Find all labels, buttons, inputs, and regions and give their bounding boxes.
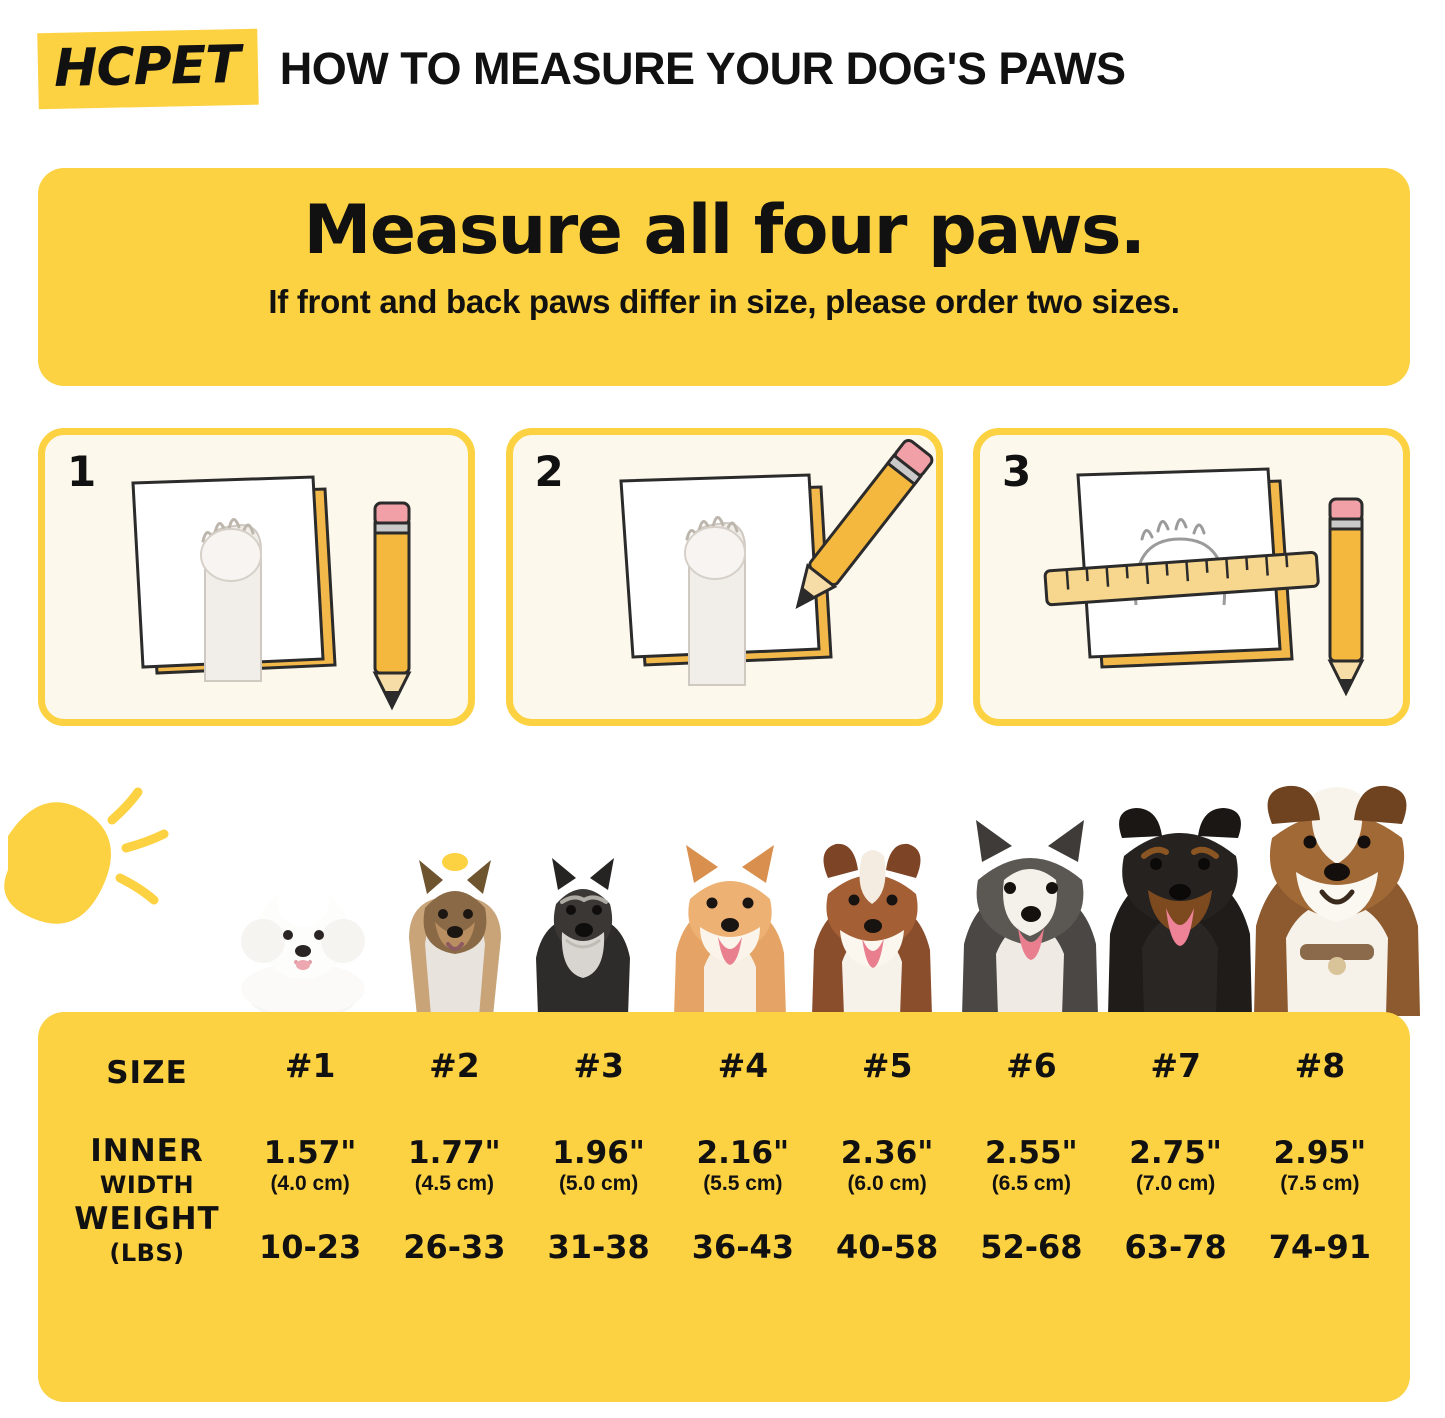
row-label-inner-width-line2: WIDTH <box>99 1171 195 1199</box>
dog-shiba-inu <box>660 841 800 1016</box>
row-label-inner-width <box>56 1107 238 1200</box>
callout-title: Measure all four paws. <box>303 191 1145 270</box>
inner-width-in: 1.96" <box>552 1134 645 1171</box>
weight-cell: 36-43 <box>691 1227 795 1266</box>
inner-width-cell <box>382 1107 526 1200</box>
row-label-weight-text: WEIGHT <box>74 1201 220 1237</box>
inner-width-cm: (7.0 cm) <box>1135 1172 1216 1196</box>
dog-saint-bernard <box>1248 776 1426 1016</box>
step-number: 1 <box>67 447 97 496</box>
step-number: 3 <box>1002 447 1032 496</box>
callout-banner <box>38 168 1410 386</box>
callout-subtitle: If front and back paws differ in size, please order two sizes. <box>268 282 1180 320</box>
inner-width-cell <box>238 1107 382 1200</box>
weight-cell: 74-91 <box>1268 1227 1372 1266</box>
pencil-tracing-paw-icon <box>513 435 936 719</box>
steps-row <box>38 428 1410 726</box>
inner-width-cm: (6.5 cm) <box>991 1172 1072 1196</box>
size-cell: #5 <box>861 1046 913 1085</box>
inner-width-cm: (4.5 cm) <box>414 1172 495 1196</box>
weight-cell: 31-38 <box>547 1227 650 1266</box>
size-cell: #8 <box>1294 1046 1346 1085</box>
inner-width-in: 2.95" <box>1273 1134 1367 1171</box>
step-card-3 <box>973 428 1410 726</box>
size-cell: #1 <box>284 1046 336 1085</box>
size-cell: #3 <box>573 1046 624 1085</box>
brand-badge <box>37 29 258 110</box>
dog-schnauzer <box>522 848 644 1016</box>
row-label-weight-unit: (LBS) <box>109 1239 185 1267</box>
weight-cell: 40-58 <box>835 1227 939 1266</box>
inner-width-cell <box>671 1107 815 1200</box>
table-row-size <box>56 1038 1392 1107</box>
inner-width-cell <box>1248 1107 1392 1200</box>
dog-australian-shepherd <box>800 834 945 1016</box>
inner-width-in: 2.75" <box>1129 1134 1222 1171</box>
row-label-inner-width-line1: INNER <box>90 1133 204 1169</box>
brand-name: HCPET <box>53 35 241 99</box>
step-card-1 <box>38 428 475 726</box>
inner-width-cell <box>1104 1107 1248 1200</box>
weight-cell: 10-23 <box>258 1227 362 1266</box>
size-cell: #7 <box>1150 1046 1201 1085</box>
weight-cell: 63-78 <box>1124 1227 1227 1266</box>
inner-width-in: 2.55" <box>985 1134 1078 1171</box>
inner-width-cm: (5.0 cm) <box>558 1172 639 1196</box>
dog-alaskan-malamute <box>952 818 1107 1016</box>
inner-width-in: 2.36" <box>840 1134 934 1171</box>
page-header <box>0 14 1445 124</box>
weight-cell: 52-68 <box>980 1227 1083 1266</box>
paw-on-paper-icon <box>45 435 468 719</box>
dog-breeds-row <box>0 756 1445 1016</box>
inner-width-cell <box>527 1107 671 1200</box>
inner-width-cm: (5.5 cm) <box>703 1172 783 1196</box>
size-chart-table <box>38 1012 1410 1402</box>
size-cell: #2 <box>429 1046 480 1085</box>
size-cell: #4 <box>717 1046 769 1085</box>
row-label-size: SIZE <box>106 1054 188 1091</box>
inner-width-cm: (7.5 cm) <box>1280 1172 1360 1196</box>
inner-width-in: 2.16" <box>696 1134 790 1171</box>
inner-width-cell <box>959 1107 1103 1200</box>
dog-rottweiler <box>1100 798 1260 1016</box>
inner-width-cell <box>815 1107 959 1200</box>
table-row-inner-width <box>56 1107 1392 1200</box>
inner-width-in: 1.57" <box>263 1134 357 1171</box>
weight-cell: 26-33 <box>403 1227 506 1266</box>
inner-width-in: 1.77" <box>408 1134 501 1171</box>
size-cell: #6 <box>1006 1046 1057 1085</box>
dog-yorkshire-terrier <box>395 848 515 1016</box>
row-label-weight <box>56 1200 238 1268</box>
ruler-measuring-outline-icon <box>980 435 1403 719</box>
page-title: HOW TO MEASURE YOUR DOG'S PAWS <box>279 43 1126 94</box>
step-card-2 <box>506 428 943 726</box>
inner-width-cm: (4.0 cm) <box>270 1172 350 1196</box>
table-row-weight <box>56 1200 1392 1268</box>
step-number: 2 <box>534 447 564 496</box>
swoosh-decoration-icon <box>0 776 200 956</box>
dog-bichon-frise <box>236 861 371 1016</box>
inner-width-cm: (6.0 cm) <box>847 1172 927 1196</box>
